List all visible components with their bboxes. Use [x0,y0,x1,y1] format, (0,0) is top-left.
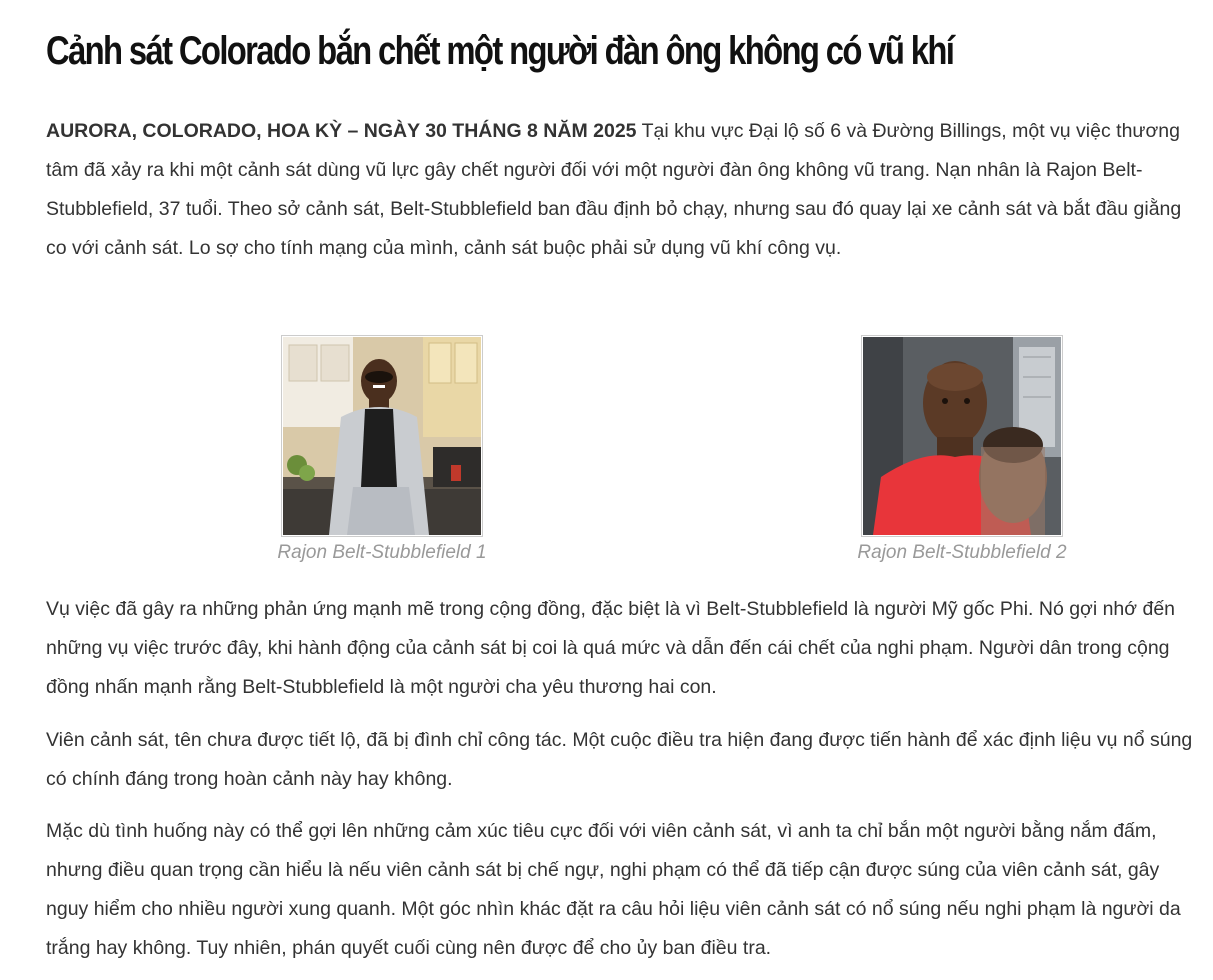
lead-paragraph [46,112,1206,268]
photo-2-image [863,337,1061,535]
photo-figure-1 [252,335,512,565]
photo-2-caption: Rajon Belt-Stubblefield 2 [857,542,1067,563]
article-title: Cảnh sát Colorado bắn chết một người đàn ông không có vũ khí [46,29,954,73]
photo-2[interactable] [861,335,1063,537]
photo-1-image [283,337,481,535]
body-paragraph: Vụ việc đã gây ra những phản ứng mạnh mẽ trong cộng đồng, đặc biệt là vì Belt-Stubblefield là người Mỹ gốc Phi. Nó gợi nhớ đến những vụ việc trước đây, khi hành động của cảnh sát bị coi là quá mức và dẫn đến cái chết của nghi phạm. Người dân trong cộng đồng nhấn mạnh rằng Belt-Stubblefield là một người cha yêu thương hai con. [46,598,1176,698]
photo-1-caption: Rajon Belt-Stubblefield 1 [277,542,487,563]
body-paragraph: Viên cảnh sát, tên chưa được tiết lộ, đã bị đình chỉ công tác. Một cuộc điều tra hiện đang được tiến hành để xác định liệu vụ nổ súng có chính đáng trong hoàn cảnh này hay không. [46,729,1193,790]
photo-figure-2 [832,335,1092,565]
body-paragraph: Mặc dù tình huống này có thể gợi lên những cảm xúc tiêu cực đối với viên cảnh sát, vì anh ta chỉ bắn một người bằng nắm đấm, nhưng điều quan trọng cần hiểu là nếu viên cảnh sát bị chế ngự, nghi phạm có thể đã tiếp cận được súng của viên cảnh sát, gây nguy hiểm cho nhiều người xung quanh. Một góc nhìn khác đặt ra câu hỏi liệu viên cảnh sát có nổ súng nếu nghi phạm là người da trắng hay không. Tuy nhiên, phán quyết cuối cùng nên được để cho ủy ban điều tra. [46,820,1181,959]
photo-1[interactable] [281,335,483,537]
dateline: AURORA, COLORADO, HOA KỲ – NGÀY 30 THÁNG 8 NĂM 2025 [46,120,637,142]
lead-text: Tại khu vực Đại lộ số 6 và Đường Billings, một vụ việc thương tâm đã xảy ra khi một cảnh sát dùng vũ lực gây chết người đối với một người đàn ông không vũ trang. Nạn nhân là Rajon Belt-Stubblefield, 37 tuổi. Theo sở cảnh sát, Belt-Stubblefield ban đầu định bỏ chạy, nhưng sau đó quay lại xe cảnh sát và bắt đầu giằng co với cảnh sát. Lo sợ cho tính mạng của mình, cảnh sát buộc phải sử dụng vũ khí công vụ. [46,120,1182,259]
